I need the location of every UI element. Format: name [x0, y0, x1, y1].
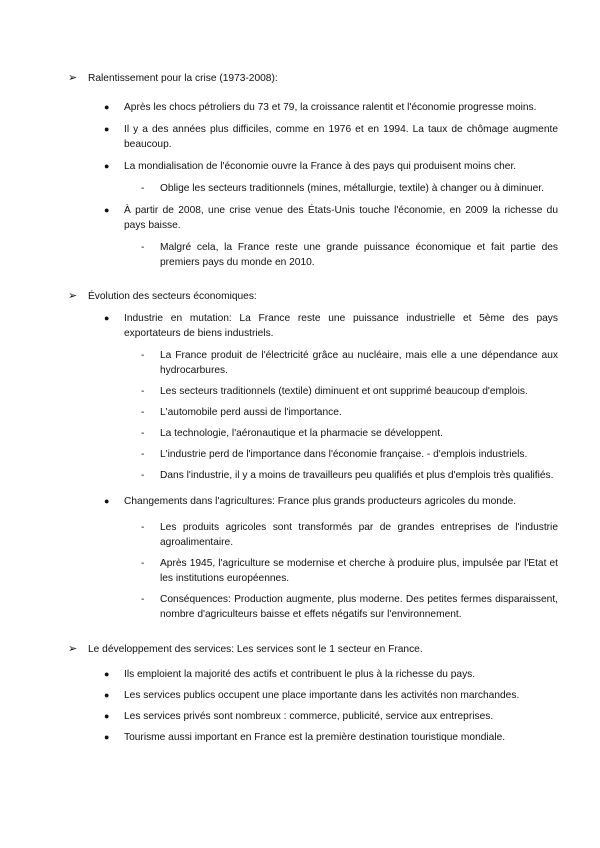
- list-item-text: Les services publics occupent une place importante dans les activités non marchandes.: [124, 690, 520, 701]
- dash-bullet: -: [141, 386, 145, 397]
- section-sectors: [68, 289, 558, 622]
- sub-item-text: Malgré cela, la France reste une grande puissance économique et fait partie des premiers pays du monde en 2010.: [160, 242, 558, 268]
- list-item-text: La mondialisation de l'économie ouvre la France à des pays qui produisent moins cher.: [124, 161, 517, 172]
- sub-list: [68, 348, 558, 483]
- list-item: [68, 203, 558, 233]
- sub-list-item: [68, 468, 558, 483]
- section-title: Ralentissement pour la crise (1973-2008):: [88, 73, 278, 84]
- list-item: [68, 159, 558, 174]
- bullet-dot-icon: ●: [104, 496, 110, 506]
- sub-list-item: [68, 520, 558, 550]
- bullet-dot-icon: ●: [104, 732, 110, 742]
- dash-bullet: -: [141, 428, 145, 439]
- list-item-text: Tourisme aussi important en France est la première destination touristique mondiale.: [124, 732, 506, 743]
- list-item: [68, 122, 558, 152]
- bullet-list: [68, 667, 558, 745]
- section-crisis: [68, 71, 558, 270]
- sub-list-item: [68, 405, 558, 420]
- list-item-text: Après les chocs pétroliers du 73 et 79, la croissance ralentit et l'économie progresse moins.: [124, 102, 537, 113]
- sub-item-text: Les secteurs traditionnels (textile) diminuent et ont supprimé beaucoup d'emplois.: [160, 386, 528, 397]
- arrow-bullet-icon: ➢: [68, 290, 78, 302]
- sub-item-text: Oblige les secteurs traditionnels (mines, métallurgie, textile) à changer ou à diminuer.: [160, 183, 544, 194]
- section-services: [68, 642, 558, 745]
- bullet-dot-icon: ●: [104, 102, 110, 112]
- dash-bullet: -: [141, 522, 145, 533]
- bullet-dot-icon: ●: [104, 124, 110, 134]
- list-item: [68, 688, 558, 703]
- bullet-dot-icon: ●: [104, 690, 110, 700]
- list-item: [68, 494, 558, 509]
- section-heading: [68, 71, 558, 86]
- sub-list-item: [68, 556, 558, 586]
- list-item: [68, 667, 558, 682]
- list-item-text: Les services privés sont nombreux : commerce, publicité, service aux entreprises.: [124, 711, 494, 722]
- list-item-text: Ils emploient la majorité des actifs et contribuent le plus à la richesse du pays.: [124, 669, 476, 680]
- list-item: [68, 100, 558, 115]
- sub-list: [68, 520, 558, 622]
- sub-item-text: Après 1945, l'agriculture se modernise et cherche à produire plus, impulsée par l'Etat et les institutions européennes.: [160, 558, 558, 584]
- dash-bullet: -: [141, 350, 145, 361]
- arrow-bullet-icon: ➢: [68, 643, 78, 655]
- sub-item-text: Les produits agricoles sont transformés par de grandes entreprises de l'industrie agroalimentaire.: [160, 522, 558, 548]
- sub-item-text: La technologie, l'aéronautique et la pharmacie se développent.: [160, 428, 443, 439]
- dash-bullet: -: [141, 183, 145, 194]
- sub-list-item: [68, 426, 558, 441]
- sub-item-text: Conséquences: Production augmente, plus moderne. Des petites fermes disparaissent, nombre d'agriculteurs baisse et effets négatifs sur l'environnement.: [160, 594, 558, 620]
- dash-bullet: -: [141, 242, 145, 253]
- bullet-list: [68, 311, 558, 341]
- sub-item-text: Dans l'industrie, il y a moins de travailleurs peu qualifiés et plus d'emplois très qualifiés.: [160, 470, 554, 481]
- list-item-text: Changements dans l'agricultures: France plus grands producteurs agricoles du monde.: [124, 496, 517, 507]
- dash-bullet: -: [141, 449, 145, 460]
- list-item: [68, 709, 558, 724]
- list-item: [68, 730, 558, 745]
- list-item-text: Industrie en mutation: La France reste une puissance industrielle et 5ème des pays exportateurs de biens industriels.: [124, 313, 558, 339]
- list-item: [68, 311, 558, 341]
- bullet-dot-icon: ●: [104, 711, 110, 721]
- sub-item-text: L'industrie perd de l'importance dans l'économie française. - d'emplois industriels.: [160, 449, 528, 460]
- dash-bullet: -: [141, 470, 145, 481]
- dash-bullet: -: [141, 594, 145, 605]
- section-title: Évolution des secteurs économiques:: [88, 291, 257, 302]
- arrow-bullet-icon: ➢: [68, 72, 78, 84]
- sub-list-item: [68, 592, 558, 622]
- sub-list-item: [68, 348, 558, 378]
- bullet-list: [68, 100, 558, 270]
- bullet-dot-icon: ●: [104, 313, 110, 323]
- sub-list-item: [68, 447, 558, 462]
- bullet-dot-icon: ●: [104, 669, 110, 679]
- dash-bullet: -: [141, 407, 145, 418]
- dash-bullet: -: [141, 558, 145, 569]
- bullet-dot-icon: ●: [104, 205, 110, 215]
- section-title: Le développement des services: Les services sont le 1 secteur en France.: [88, 644, 423, 655]
- sub-list-item: [68, 181, 558, 196]
- list-item-text: Il y a des années plus difficiles, comme en 1976 et en 1994. La taux de chômage augmente beaucoup.: [124, 124, 558, 150]
- bullet-dot-icon: ●: [104, 161, 110, 171]
- sub-item-text: La France produit de l'électricité grâce au nucléaire, mais elle a une dépendance aux hydrocarbures.: [160, 350, 558, 376]
- bullet-list: [68, 494, 558, 509]
- section-heading: [68, 289, 558, 304]
- section-heading: [68, 642, 558, 657]
- sub-list-item: [68, 240, 558, 270]
- sub-list-item: [68, 384, 558, 399]
- list-item-text: À partir de 2008, une crise venue des États-Unis touche l'économie, en 2009 la richesse du pays baisse.: [124, 205, 558, 231]
- sub-item-text: L'automobile perd aussi de l'importance.: [160, 407, 342, 418]
